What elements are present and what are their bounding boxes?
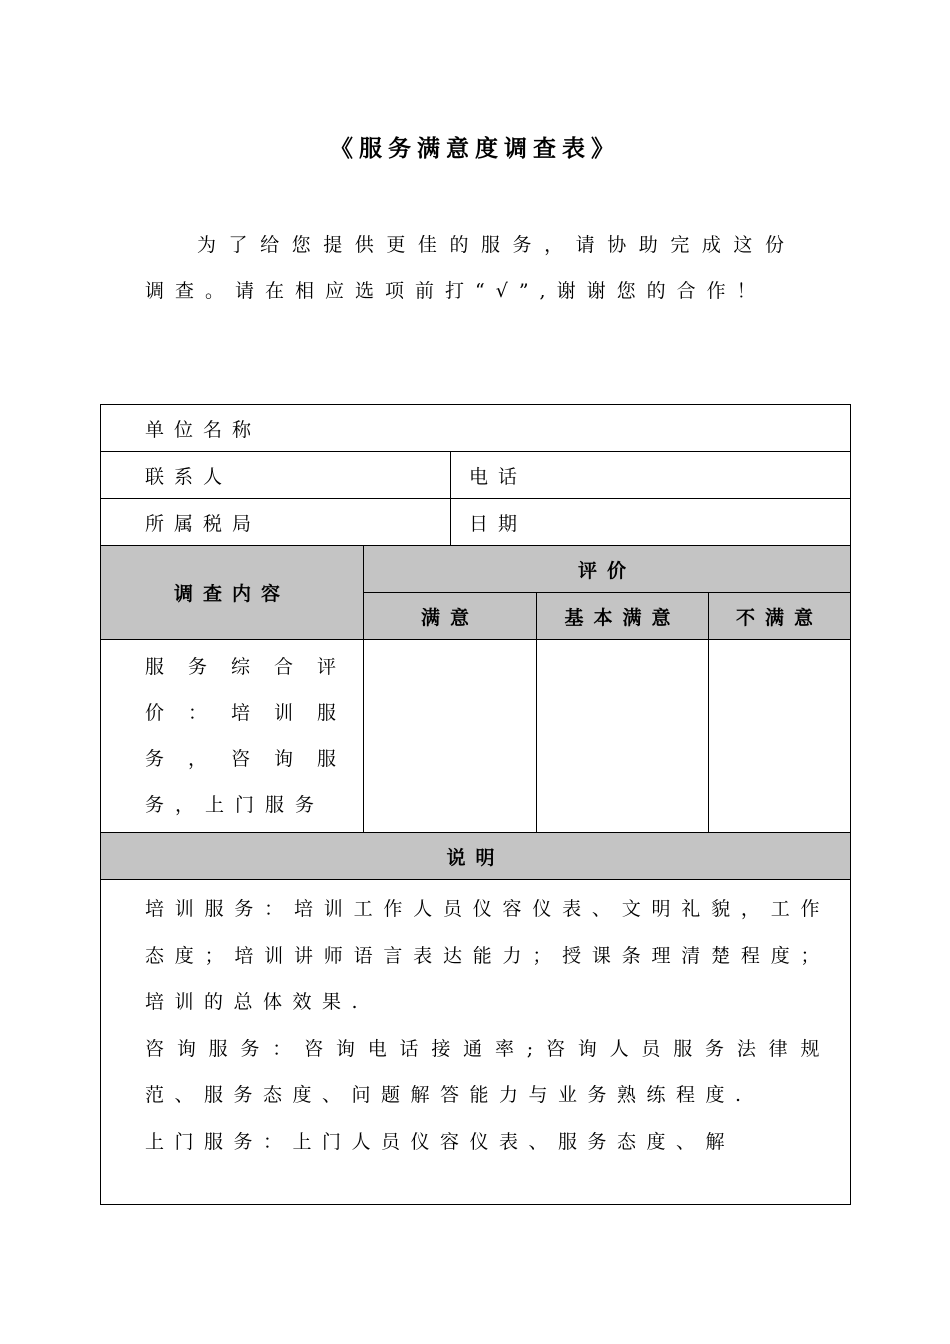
note-consulting: 咨询服务：咨询电话接通率;咨询人员服务法律规范、服务态度、问题解答能力与业务熟练程度. xyxy=(145,1037,830,1106)
contact-field[interactable] xyxy=(101,452,451,499)
intro-text: 为了给您提供更佳的服务，请协助完成这份调查。请在相应选项前打“√”,谢谢您的合作！ xyxy=(145,234,795,302)
unit-name-label: 单位名称 xyxy=(145,418,262,441)
notes-header: 说明 xyxy=(101,833,851,880)
tax-bureau-label: 所属税局 xyxy=(145,512,262,535)
option-unsatisfied: 不满意 xyxy=(709,593,851,640)
notes-body xyxy=(101,880,851,1205)
survey-item-text: 服务综合评价：培训服务，咨询服务，上门服务 xyxy=(101,640,364,833)
tax-bureau-field[interactable] xyxy=(101,499,451,546)
contact-row xyxy=(101,452,851,499)
contact-label: 联系人 xyxy=(145,465,233,488)
survey-table xyxy=(100,404,851,1205)
survey-item-row xyxy=(101,640,851,833)
survey-header-row xyxy=(101,546,851,593)
phone-label: 电话 xyxy=(469,465,528,488)
notes-header-row xyxy=(101,833,851,880)
unit-name-row xyxy=(101,405,851,452)
tax-bureau-row xyxy=(101,499,851,546)
date-label: 日期 xyxy=(469,512,528,535)
note-training: 培训服务：培训工作人员仪容仪表、文明礼貌，工作态度；培训讲师语言表达能力；授课条理清楚程度；培训的总体效果. xyxy=(145,898,830,1013)
page-title: 《服务满意度调查表》 xyxy=(330,135,620,162)
check-unsatisfied-cell[interactable] xyxy=(709,640,851,833)
check-basically-satisfied-cell[interactable] xyxy=(537,640,709,833)
unit-name-field[interactable] xyxy=(101,405,851,452)
note-onsite: 上门服务：上门人员仪容仪表、服务态度、解 xyxy=(145,1130,736,1153)
option-satisfied: 满意 xyxy=(364,593,537,640)
notes-row xyxy=(101,880,851,1205)
check-satisfied-cell[interactable] xyxy=(364,640,537,833)
phone-field[interactable] xyxy=(451,452,851,499)
rating-header: 评价 xyxy=(364,546,851,593)
date-field[interactable] xyxy=(451,499,851,546)
content-header: 调查内容 xyxy=(101,546,364,640)
option-basically-satisfied: 基本满意 xyxy=(537,593,709,640)
